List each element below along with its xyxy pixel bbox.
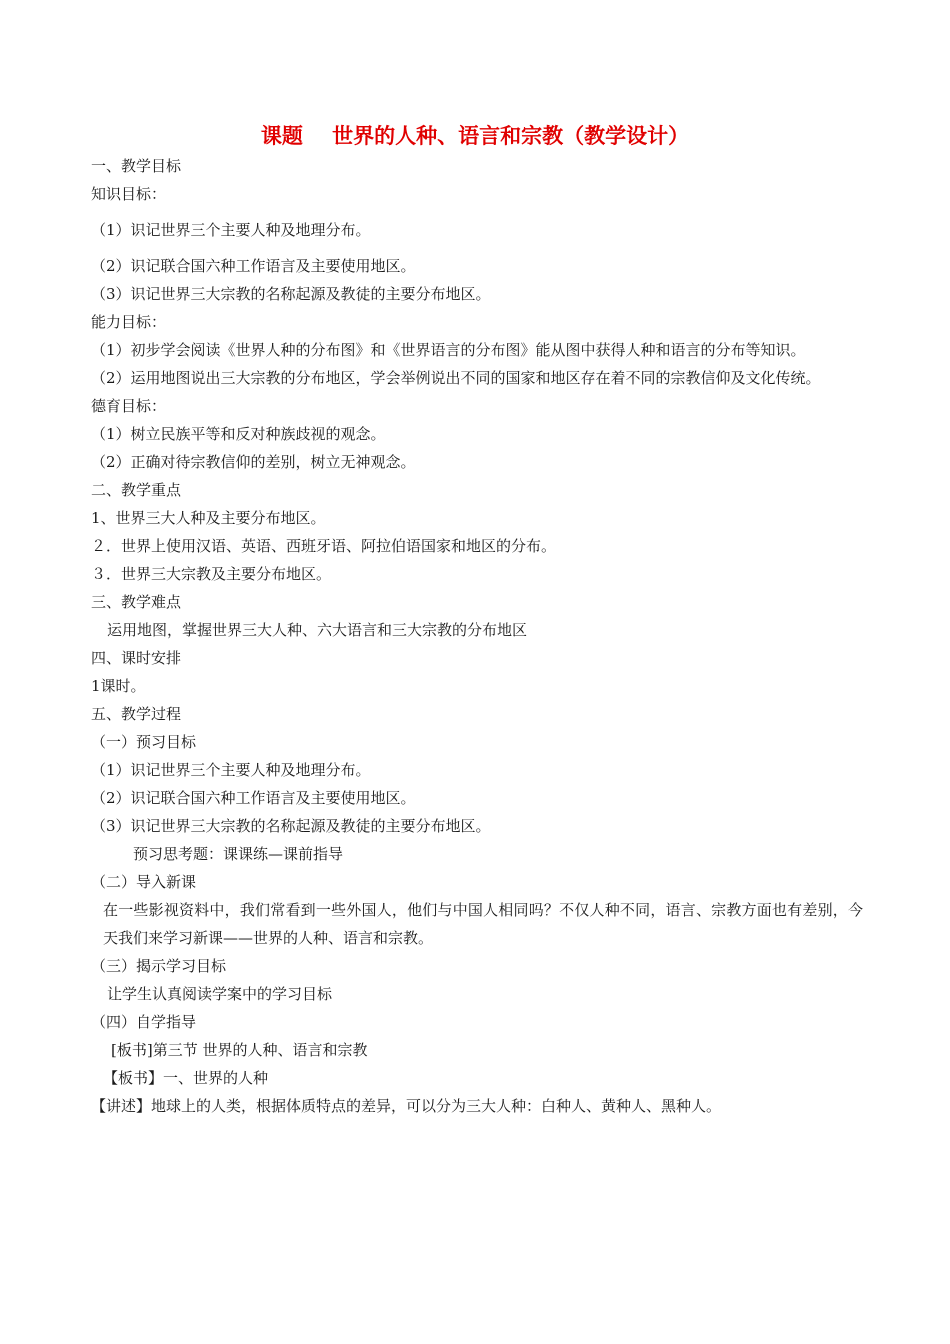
paragraph: （3）识记世界三大宗教的名称起源及教徒的主要分布地区。: [91, 285, 491, 303]
subheading-preview-goals: （一）预习目标: [91, 733, 197, 751]
paragraph: 【板书】一、世界的人种: [103, 1069, 269, 1087]
subheading-self-study: （四）自学指导: [91, 1013, 197, 1031]
paragraph: 预习思考题：课课练—课前指导: [133, 845, 344, 863]
subheading-moral-goals: 德育目标：: [91, 397, 167, 415]
section-heading-difficulties: 三、教学难点: [91, 593, 182, 611]
paragraph: 1、世界三大人种及主要分布地区。: [91, 509, 326, 527]
paragraph: ２．世界上使用汉语、英语、西班牙语、阿拉伯语国家和地区的分布。: [91, 537, 557, 555]
paragraph: （2）正确对待宗教信仰的差别，树立无神观念。: [91, 453, 416, 471]
paragraph: （3）识记世界三大宗教的名称起源及教徒的主要分布地区。: [91, 817, 491, 835]
section-heading-key-points: 二、教学重点: [91, 481, 182, 499]
paragraph: （1）初步学会阅读《世界人种的分布图》和《世界语言的分布图》能从图中获得人种和语言的分布等知识。: [91, 341, 806, 359]
section-heading-objectives: 一、教学目标: [91, 157, 182, 175]
document-body: [91, 152, 863, 1120]
paragraph: 运用地图，掌握世界三大人种、六大语言和三大宗教的分布地区: [107, 621, 528, 639]
subheading-ability-goals: 能力目标：: [91, 313, 167, 331]
paragraph: （2）识记联合国六种工作语言及主要使用地区。: [91, 257, 416, 275]
paragraph: ３．世界三大宗教及主要分布地区。: [91, 565, 332, 583]
subheading-reveal-goals: （三）揭示学习目标: [91, 957, 227, 975]
document-title: 课题 世界的人种、语言和宗教（教学设计）: [260, 123, 690, 148]
paragraph: 在一些影视资料中，我们常看到一些外国人，他们与中国人相同吗？不仅人种不同，语言、宗教方面也有差别，今天我们来学习新课——世界的人种、语言和宗教。: [103, 901, 863, 947]
paragraph: （1）识记世界三个主要人种及地理分布。: [91, 761, 371, 779]
paragraph: 【讲述】地球上的人类，根据体质特点的差异，可以分为三大人种：白种人、黄种人、黑种人。: [91, 1097, 722, 1115]
section-heading-schedule: 四、课时安排: [91, 649, 182, 667]
paragraph: （1）树立民族平等和反对种族歧视的观念。: [91, 425, 386, 443]
subheading-intro: （二）导入新课: [91, 873, 197, 891]
section-heading-process: 五、教学过程: [91, 705, 182, 723]
subheading-knowledge-goals: 知识目标：: [91, 185, 167, 203]
paragraph: （2）运用地图说出三大宗教的分布地区，学会举例说出不同的国家和地区存在着不同的宗教信仰及文化传统。: [91, 369, 821, 387]
paragraph: （1）识记世界三个主要人种及地理分布。: [91, 221, 371, 239]
paragraph: [板书]第三节 世界的人种、语言和宗教: [111, 1041, 368, 1059]
paragraph: 让学生认真阅读学案中的学习目标: [107, 985, 333, 1003]
paragraph: 1课时。: [91, 677, 146, 695]
paragraph: （2）识记联合国六种工作语言及主要使用地区。: [91, 789, 416, 807]
